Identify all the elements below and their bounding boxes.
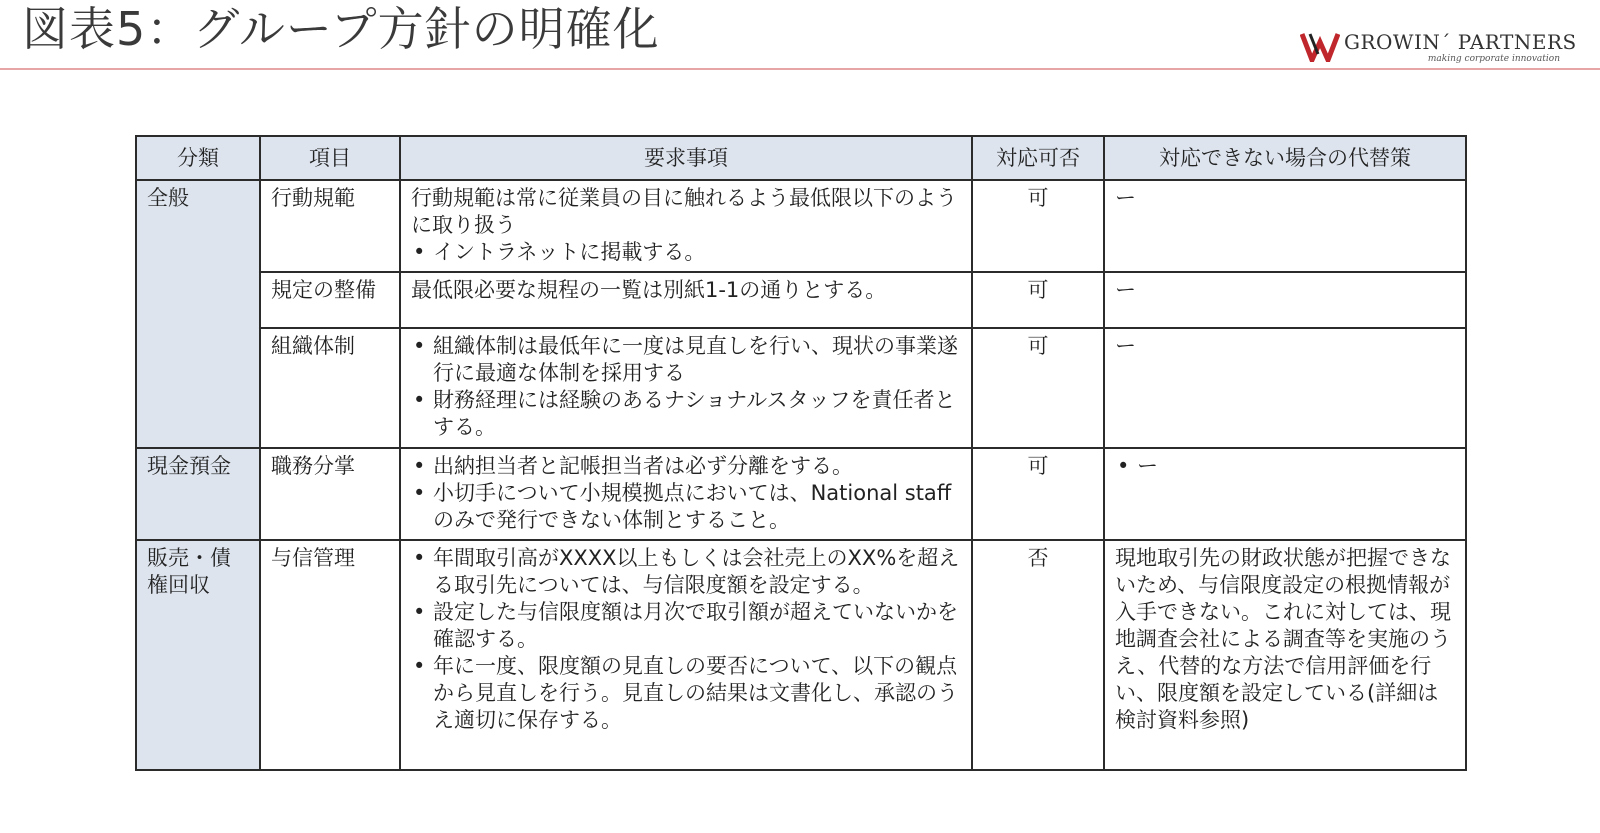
requirement-text: 行動規範は常に従業員の目に触れるよう最低限以下のように取り扱う <box>411 186 957 237</box>
alternative-cell <box>1104 328 1466 448</box>
table-header-row <box>136 136 1466 180</box>
column-header-category: 分類 <box>136 136 260 180</box>
table-row <box>136 540 1466 770</box>
requirement-bullet: • 年に一度、限度額の見直しの要否について、以下の観点から見直しを行う。見直しの結果は文書化し、承認のうえ適切に保存する。 <box>411 653 961 734</box>
alternative-text: ー <box>1115 278 1136 302</box>
requirement-bullet: • 年間取引高がXXXX以上もしくは会社売上のXX%を超える取引先については、与信限度額を設定する。 <box>411 545 961 599</box>
column-header-availability: 対応可否 <box>972 136 1104 180</box>
availability-cell: 可 <box>972 180 1104 272</box>
category-cell: 販売・債権回収 <box>136 540 260 770</box>
requirement-bullet: • 設定した与信限度額は月次で取引額が超えていないかを確認する。 <box>411 599 961 653</box>
alternative-cell <box>1104 540 1466 770</box>
requirement-cell <box>400 448 972 540</box>
requirement-bullet: • イントラネットに掲載する。 <box>411 239 961 266</box>
requirement-bullet-list <box>411 545 961 734</box>
logo-tagline: making corporate innovation <box>1427 54 1560 64</box>
requirements-table <box>135 135 1467 771</box>
category-cell: 現金預金 <box>136 448 260 540</box>
alternative-cell <box>1104 448 1466 540</box>
requirement-bullet: • 財務経理には経験のあるナショナルスタッフを責任者とする。 <box>411 387 961 441</box>
logo-mark-icon <box>1300 30 1340 62</box>
column-header-requirement: 要求事項 <box>400 136 972 180</box>
logo-name: GROWIN´ PARTNERS <box>1344 30 1577 54</box>
alternative-cell <box>1104 180 1466 272</box>
table-row <box>136 448 1466 540</box>
alternative-text: 現地取引先の財政状態が把握できないため、与信限度設定の根拠情報が入手できない。これに対しては、現地調査会社による調査等を実施のうえ、代替的な方法で信用評価を行い、限度額を設定している(詳細は検討資料参照) <box>1115 546 1451 732</box>
column-header-alternative: 対応できない場合の代替策 <box>1104 136 1466 180</box>
page-title: 図表5：グループ方針の明確化 <box>22 2 660 56</box>
alternative-bullet-list <box>1115 453 1455 480</box>
requirement-cell <box>400 272 972 328</box>
table-body <box>136 180 1466 770</box>
company-logo <box>1300 26 1577 66</box>
requirement-text: 最低限必要な規程の一覧は別紙1-1の通りとする。 <box>411 278 887 302</box>
item-cell: 行動規範 <box>260 180 400 272</box>
requirement-bullet-list <box>411 239 961 266</box>
table-row <box>136 272 1466 328</box>
requirement-cell <box>400 180 972 272</box>
requirement-bullet: • 出納担当者と記帳担当者は必ず分離をする。 <box>411 453 961 480</box>
requirement-cell <box>400 540 972 770</box>
alternative-cell <box>1104 272 1466 328</box>
column-header-item: 項目 <box>260 136 400 180</box>
alternative-bullet: • ー <box>1115 453 1455 480</box>
requirement-cell <box>400 328 972 448</box>
item-cell: 規定の整備 <box>260 272 400 328</box>
alternative-text: ー <box>1115 334 1136 358</box>
table-row <box>136 328 1466 448</box>
category-cell: 全般 <box>136 180 260 448</box>
availability-cell: 可 <box>972 272 1104 328</box>
availability-cell: 可 <box>972 448 1104 540</box>
requirement-bullet-list <box>411 453 961 534</box>
availability-cell: 否 <box>972 540 1104 770</box>
requirement-bullet: • 小切手について小規模拠点においては、National staffのみで発行できない体制とすること。 <box>411 480 961 534</box>
table-row <box>136 180 1466 272</box>
requirement-bullet: • 組織体制は最低年に一度は見直しを行い、現状の事業遂行に最適な体制を採用する <box>411 333 961 387</box>
requirement-bullet-list <box>411 333 961 441</box>
item-cell: 与信管理 <box>260 540 400 770</box>
item-cell: 職務分掌 <box>260 448 400 540</box>
availability-cell: 可 <box>972 328 1104 448</box>
title-divider <box>0 68 1600 70</box>
alternative-text: ー <box>1115 186 1136 210</box>
item-cell: 組織体制 <box>260 328 400 448</box>
